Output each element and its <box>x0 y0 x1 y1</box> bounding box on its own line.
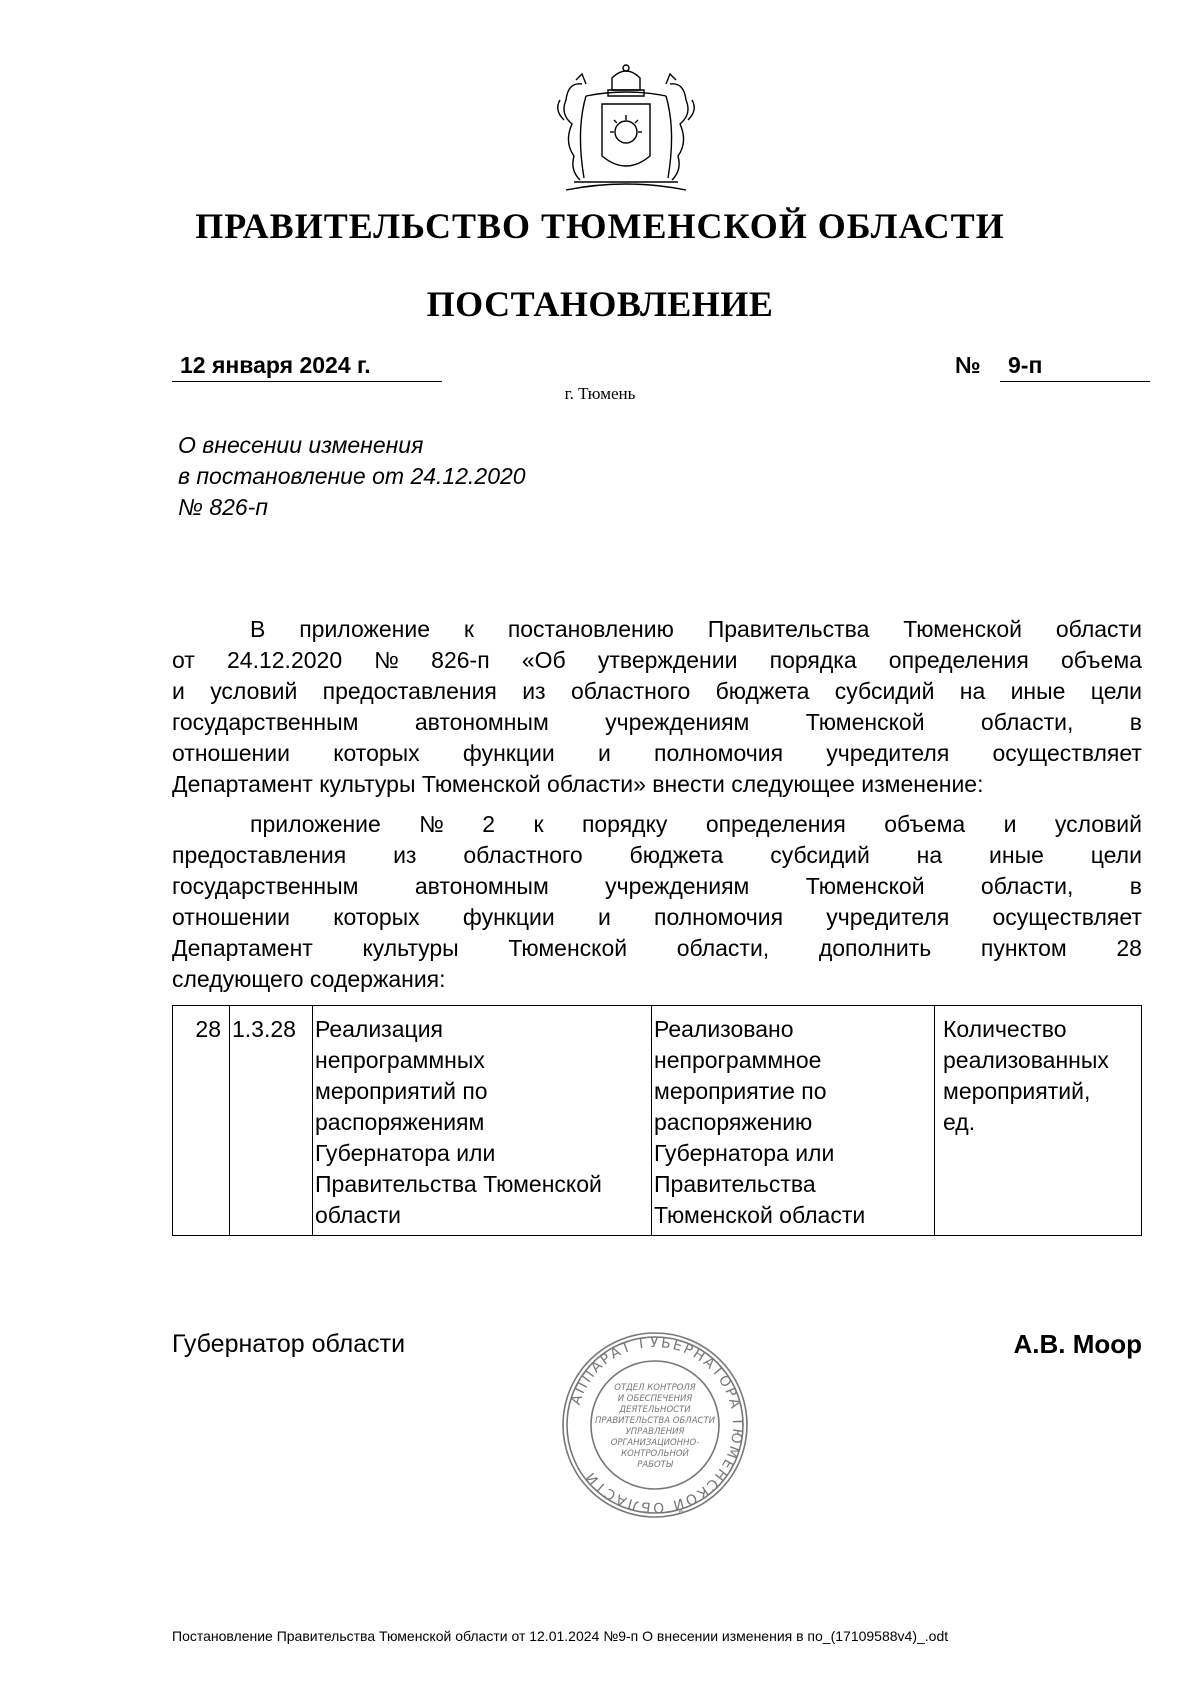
word: В <box>250 616 266 642</box>
paragraph-line <box>172 645 1142 676</box>
seal-inner-line: РАБОТЫ <box>637 1460 673 1470</box>
word: субсидий <box>834 678 935 704</box>
word: 2 <box>482 811 496 837</box>
word: порядку <box>581 811 668 837</box>
word: предоставления <box>322 678 497 704</box>
word: приложение <box>299 616 431 642</box>
cell-line: мероприятие по <box>654 1078 827 1104</box>
cell-line: Реализация <box>315 1016 443 1042</box>
word: к <box>533 811 544 837</box>
word: осуществляет <box>992 740 1142 766</box>
word: отношении <box>172 740 290 766</box>
word: Тюменской <box>903 616 1023 642</box>
cell-line: Губернатора или <box>315 1140 496 1166</box>
coat-of-arms-emblem <box>546 60 706 195</box>
cell-line: Количество <box>943 1016 1067 1042</box>
paragraph-line: следующего содержания: <box>172 966 446 992</box>
paragraph-line <box>172 614 1142 645</box>
cell-line: области <box>315 1202 402 1228</box>
document-number: 9-п <box>1000 352 1150 382</box>
seal-inner-line: ДЕЯТЕЛЬНОСТИ <box>619 1405 691 1415</box>
word: пунктом <box>980 935 1067 961</box>
word: утверждении <box>597 647 738 673</box>
word: от <box>172 647 195 673</box>
word: бюджета <box>629 842 724 868</box>
word: иные <box>989 842 1044 868</box>
paragraph-line: Департамент культуры Тюменской области» внести следующее изменение: <box>172 771 984 797</box>
word: 28 <box>1116 935 1142 961</box>
word: условий <box>1054 811 1142 837</box>
cell-line: непрограммное <box>654 1047 822 1073</box>
subject-line: О внесении изменения <box>178 432 424 458</box>
word: области, <box>676 935 770 961</box>
word: учреждениям <box>605 709 750 735</box>
word: Тюменской <box>508 935 628 961</box>
word: и <box>1003 811 1017 837</box>
word: и <box>597 740 611 766</box>
row-number-cell: 28 <box>173 1006 230 1236</box>
table-row <box>173 1006 1142 1236</box>
cell-line: реализованных <box>943 1047 1109 1073</box>
word: и <box>597 904 611 930</box>
document-subject <box>178 430 678 523</box>
word: постановлению <box>507 616 674 642</box>
official-seal-stamp <box>560 1330 750 1520</box>
word: автономным <box>414 709 549 735</box>
word: областного <box>463 842 583 868</box>
subject-line: № 826-п <box>178 494 268 520</box>
body-paragraph-1 <box>172 614 1142 800</box>
cell-line: Реализовано <box>654 1016 794 1042</box>
word: приложение <box>250 811 381 837</box>
cell-line: распоряжению <box>654 1109 813 1135</box>
paragraph-line <box>172 809 1142 840</box>
word: 24.12.2020 <box>227 647 343 673</box>
word: «Об <box>521 647 566 673</box>
word: Правительства <box>707 616 870 642</box>
word: функции <box>462 740 555 766</box>
word: полномочия <box>654 904 784 930</box>
cell-line: Правительства <box>654 1171 816 1197</box>
word: предоставления <box>172 842 347 868</box>
word: в <box>1129 709 1142 735</box>
government-title: ПРАВИТЕЛЬСТВО ТЮМЕНСКОЙ ОБЛАСТИ <box>195 206 1005 246</box>
document-city: г. Тюмень <box>564 384 636 403</box>
paragraph-line <box>172 871 1142 902</box>
event-name-cell <box>313 1006 652 1236</box>
result-cell <box>652 1006 935 1236</box>
word: области, <box>980 709 1074 735</box>
word: цели <box>1090 842 1142 868</box>
word: на <box>916 842 943 868</box>
word: культуры <box>362 935 459 961</box>
word: бюджета <box>715 678 810 704</box>
seal-ring-text: АППАРАТ ГУБЕРНАТОРА ТЮМЕНСКОЙ ОБЛАСТИ <box>567 1334 746 1516</box>
word: государственным <box>172 709 359 735</box>
cell-line: Тюменской области <box>654 1202 866 1228</box>
paragraph-line <box>172 676 1142 707</box>
word: дополнить <box>818 935 932 961</box>
word: учредителя <box>826 740 950 766</box>
word: учредителя <box>826 904 950 930</box>
word: цели <box>1090 678 1142 704</box>
body-paragraph-2 <box>172 809 1142 995</box>
row-code-cell: 1.3.28 <box>230 1006 313 1236</box>
paragraph-line <box>172 933 1142 964</box>
word: автономным <box>414 873 549 899</box>
word: Департамент <box>172 935 313 961</box>
signatory-position: Губернатор области <box>172 1330 406 1358</box>
cell-line: мероприятий по <box>315 1078 488 1104</box>
seal-inner-line: ОРГАНИЗАЦИОННО- <box>610 1438 700 1448</box>
cell-line: Правительства Тюменской <box>315 1171 602 1197</box>
cell-line: Губернатора или <box>654 1140 835 1166</box>
cell-line: непрограммных <box>315 1047 485 1073</box>
word: из <box>393 842 417 868</box>
word: функции <box>462 904 555 930</box>
cell-line: распоряжениям <box>315 1109 485 1135</box>
word: государственным <box>172 873 359 899</box>
word: определения <box>705 811 846 837</box>
word: которых <box>333 904 420 930</box>
amendment-table <box>172 1005 1142 1236</box>
word: отношении <box>172 904 290 930</box>
word: Тюменской <box>805 873 925 899</box>
document-number-label: № <box>955 352 981 378</box>
seal-inner-line: ОТДЕЛ КОНТРОЛЯ <box>614 1383 696 1393</box>
word: № <box>374 647 399 673</box>
word: на <box>959 678 986 704</box>
word: объема <box>1060 647 1142 673</box>
paragraph-line <box>172 707 1142 738</box>
seal-inner-line: КОНТРОЛЬНОЙ <box>621 1449 689 1459</box>
seal-inner-line: И ОБЕСПЕЧЕНИЯ <box>617 1394 693 1404</box>
seal-inner-line: УПРАВЛЕНИЯ <box>625 1427 685 1437</box>
word: к <box>463 616 474 642</box>
word: субсидий <box>770 842 870 868</box>
paragraph-line <box>172 840 1142 871</box>
word: области, <box>980 873 1074 899</box>
word: объема <box>884 811 966 837</box>
word: определения <box>888 647 1029 673</box>
word: порядка <box>769 647 857 673</box>
subject-line: в постановление от 24.12.2020 <box>178 463 526 489</box>
word: условий <box>210 678 298 704</box>
word: учреждениям <box>605 873 750 899</box>
document-date: 12 января 2024 г. <box>172 352 442 382</box>
paragraph-line <box>172 902 1142 933</box>
word: и <box>172 678 185 704</box>
seal-inner-line: ПРАВИТЕЛЬСТВА ОБЛАСТИ <box>595 1416 715 1426</box>
document-type-title: ПОСТАНОВЛЕНИЕ <box>426 284 774 324</box>
word: полномочия <box>654 740 784 766</box>
signatory-name: А.В. Моор <box>1013 1329 1142 1359</box>
word: Тюменской <box>805 709 925 735</box>
word: в <box>1129 873 1142 899</box>
cell-line: ед. <box>943 1109 976 1135</box>
word: области <box>1055 616 1142 642</box>
paragraph-line <box>172 738 1142 769</box>
word: 826-п <box>431 647 490 673</box>
cell-line: мероприятий, <box>943 1078 1091 1104</box>
footer-file-info: Постановление Правительства Тюменской области от 12.01.2024 №9-п О внесении изменения в по_(17109588v4)_.odt <box>172 1628 949 1644</box>
word: из <box>522 678 546 704</box>
word: № <box>419 811 444 837</box>
indicator-cell <box>935 1006 1142 1236</box>
word: иные <box>1010 678 1066 704</box>
word: осуществляет <box>992 904 1142 930</box>
word: областного <box>570 678 691 704</box>
word: которых <box>333 740 420 766</box>
